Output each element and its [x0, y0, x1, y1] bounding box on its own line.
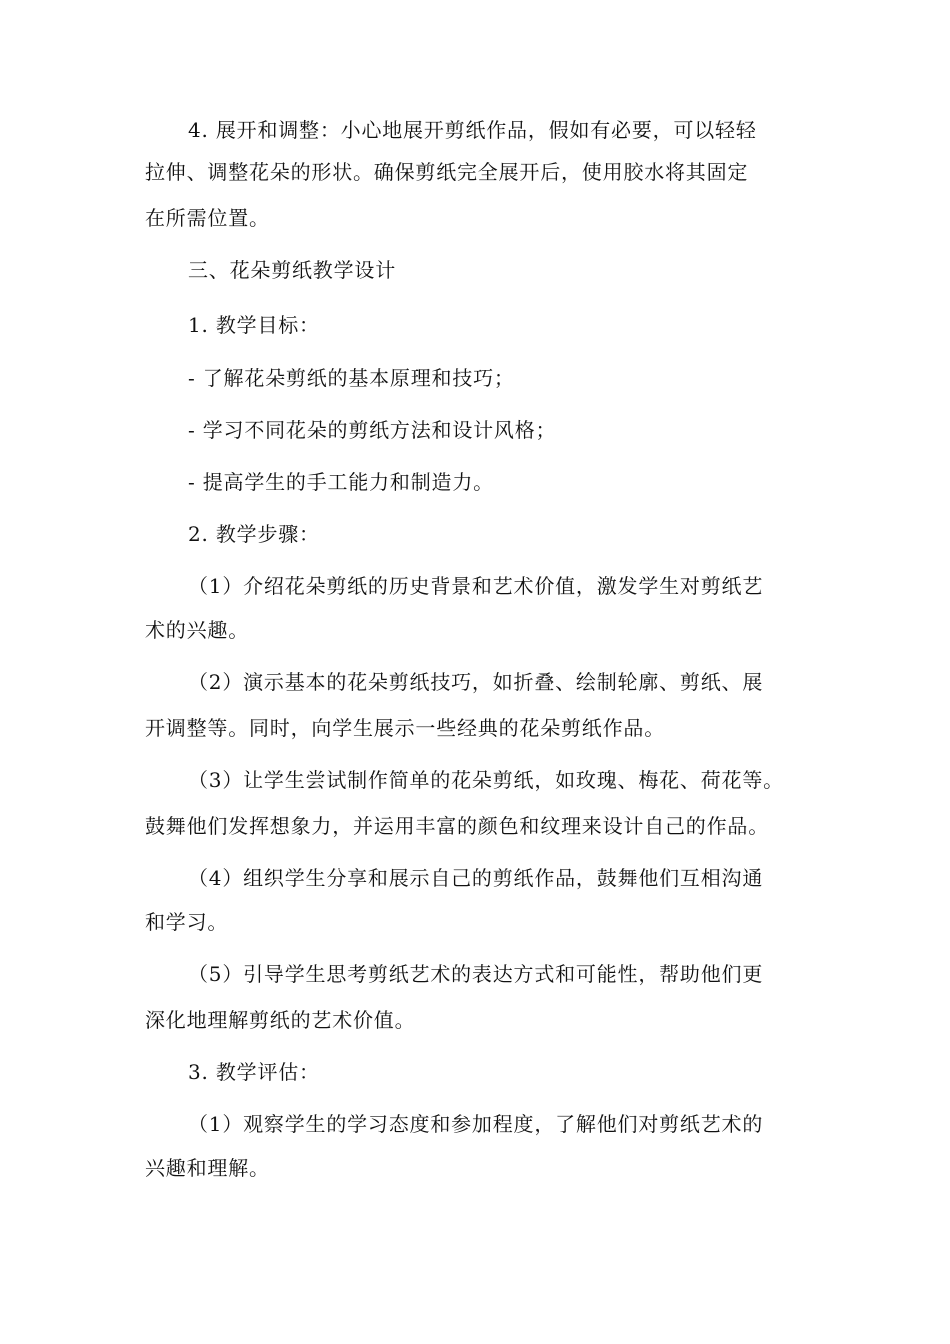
- paragraph-line: （4）组织学生分享和展示自己的剪纸作品，鼓舞他们互相沟通: [188, 866, 764, 890]
- paragraph-line: 术的兴趣。: [145, 618, 249, 642]
- paragraph-line: 鼓舞他们发挥想象力，并运用丰富的颜色和纹理来设计自己的作品。: [145, 814, 769, 838]
- paragraph-line: （5）引导学生思考剪纸艺术的表达方式和可能性，帮助他们更: [188, 962, 764, 986]
- subsection-heading: 3. 教学评估：: [188, 1060, 320, 1084]
- paragraph-line: （2）演示基本的花朵剪纸技巧，如折叠、绘制轮廓、剪纸、展: [188, 670, 764, 694]
- paragraph-line: 兴趣和理解。: [145, 1156, 270, 1180]
- paragraph-line: 拉伸、调整花朵的形状。确保剪纸完全展开后，使用胶水将其固定: [145, 160, 749, 184]
- paragraph-line: 开调整等。同时，向学生展示一些经典的花朵剪纸作品。: [145, 716, 665, 740]
- subsection-heading: 2. 教学步骤：: [188, 522, 320, 546]
- bullet-item: - 提高学生的手工能力和制造力。: [188, 470, 494, 494]
- paragraph-line: （1）观察学生的学习态度和参加程度，了解他们对剪纸艺术的: [188, 1112, 764, 1136]
- paragraph-line: 在所需位置。: [145, 206, 270, 230]
- paragraph-line: 和学习。: [145, 910, 229, 934]
- paragraph-line: （3）让学生尝试制作简单的花朵剪纸，如玫瑰、梅花、荷花等。: [188, 768, 784, 792]
- bullet-item: - 学习不同花朵的剪纸方法和设计风格；: [188, 418, 557, 442]
- bullet-item: - 了解花朵剪纸的基本原理和技巧；: [188, 366, 515, 390]
- paragraph-line: 深化地理解剪纸的艺术价值。: [145, 1008, 416, 1032]
- subsection-heading: 1. 教学目标：: [188, 313, 320, 337]
- paragraph-line: （1）介绍花朵剪纸的历史背景和艺术价值，激发学生对剪纸艺: [188, 574, 764, 598]
- section-heading: 三、花朵剪纸教学设计: [188, 258, 396, 282]
- paragraph-line: 4. 展开和调整：小心地展开剪纸作品，假如有必要，可以轻轻: [188, 118, 757, 142]
